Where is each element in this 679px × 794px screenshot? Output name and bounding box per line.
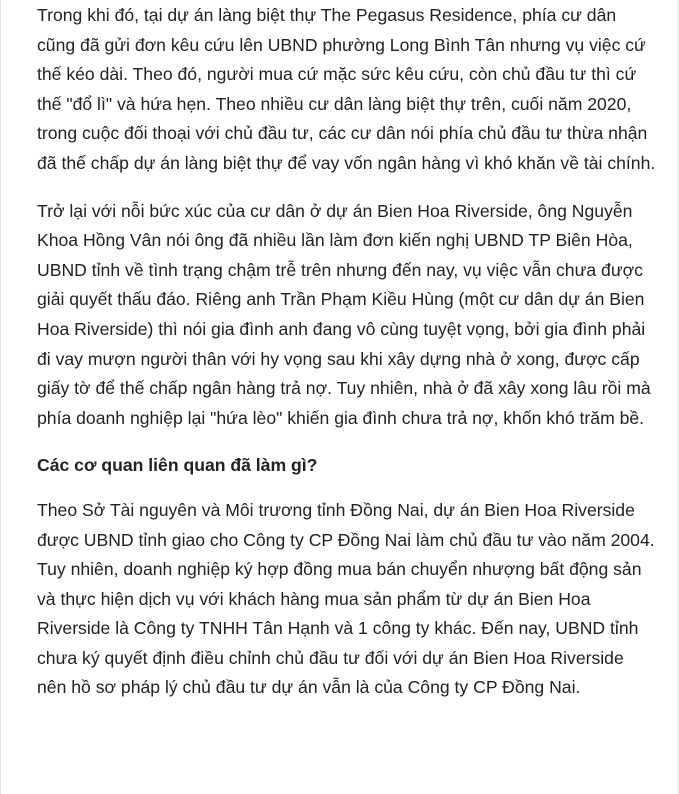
article-paragraph-1: Trong khi đó, tại dự án làng biệt thự The Pegasus Residence, phía cư dân cũng đã gửi đơn kêu cứu lên UBND phường Long Bình Tân nhưng vụ việc cứ thế kéo dài. Theo đó, người mua cứ mặc sức kêu cứu, còn chủ đầu tư thì cứ thế "đổ lì" và hứa hẹn. Theo nhiều cư dân làng biệt thự trên, cuối năm 2020, trong cuộc đối thoại với chủ đầu tư, các cư dân nói phía chủ đầu tư thừa nhận đã thế chấp dự án làng biệt thự để vay vốn ngân hàng vì khó khăn về tài chính. xyxy=(37,5,656,173)
article-body xyxy=(37,0,657,721)
article-paragraph-2: Trở lại với nỗi bức xúc của cư dân ở dự án Bien Hoa Riverside, ông Nguyễn Khoa Hồng Vân nói ông đã nhiều lần làm đơn kiến nghị UBND TP Biên Hòa, UBND tỉnh về tình trạng chậm trễ trên nhưng đến nay, vụ việc vẫn chưa được giải quyết thấu đáo. Riêng anh Trần Phạm Kiều Hùng (một cư dân dự án Bien Hoa Riverside) thì nói gia đình anh đang vô cùng tuyệt vọng, bởi gia đình phải đi vay mượn người thân với hy vọng sau khi xây dựng nhà ở xong, được cấp giấy tờ để thế chấp ngân hàng trả nợ. Tuy nhiên, nhà ở đã xây xong lâu rồi mà phía doanh nghiệp lại "hứa lèo" khiến gia đình chưa trả nợ, khốn khó trăm bề. xyxy=(37,200,651,428)
article-paragraph-3: Theo Sở Tài nguyên và Môi trương tỉnh Đồng Nai, dự án Bien Hoa Riverside được UBND tỉnh giao cho Công ty CP Đồng Nai làm chủ đầu tư vào năm 2004. Tuy nhiên, doanh nghiệp ký hợp đồng mua bán chuyển nhượng bất động sản và thực hiện dịch vụ với khách hàng mua sản phẩm từ dự án Bien Hoa Riverside là Công ty TNHH Tân Hạnh và 1 công ty khác. Đến nay, UBND tỉnh chưa ký quyết định điều chỉnh chủ đầu tư đối với dự án Bien Hoa Riverside nên hồ sơ pháp lý chủ đầu tư dự án vẫn là của Công ty CP Đồng Nai. xyxy=(37,499,655,698)
section-heading: Các cơ quan liên quan đã làm gì? xyxy=(37,455,318,476)
